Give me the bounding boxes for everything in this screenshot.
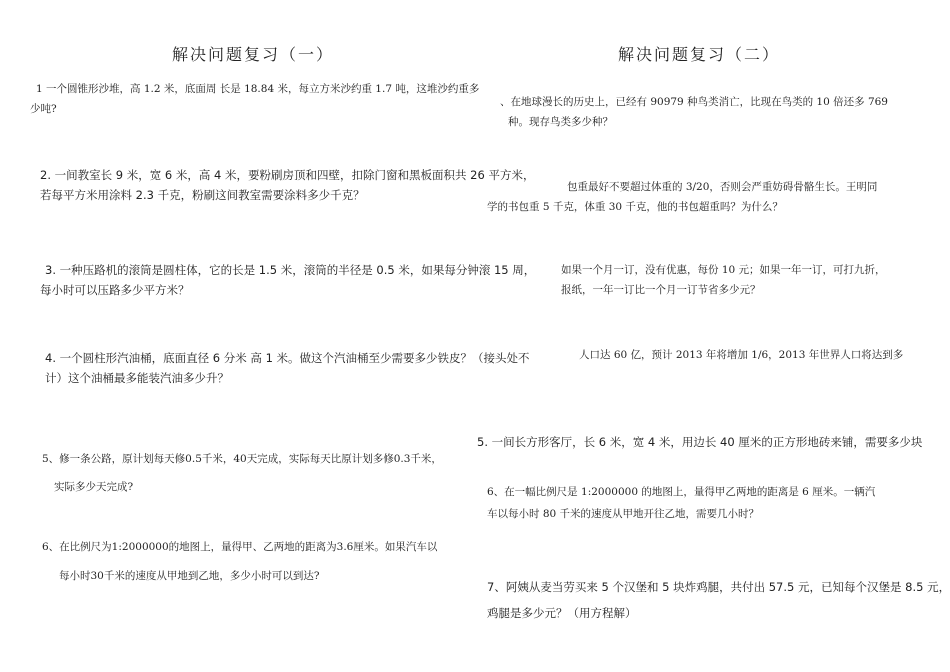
left-q3-line1: 3. 一种压路机的滚筒是圆柱体，它的长是 1.5 米，滚筒的半径是 0.5 米，如果每分钟滚 15 周， bbox=[45, 263, 536, 277]
left-q1-line2: 少吨? bbox=[30, 103, 57, 115]
right-question-6 bbox=[487, 481, 875, 525]
right-column bbox=[475, 0, 950, 672]
left-question-5 bbox=[42, 445, 442, 501]
right-q3-line2: 报纸，一年一订比一个月一订节省多少元？ bbox=[561, 284, 761, 296]
left-q1-line1: 1 一个圆锥形沙堆，高 1.2 米，底面周 长是 18.84 米，每立方米沙约重 1.7 吨，这堆沙约重多 bbox=[36, 83, 480, 95]
right-q6-line1: 6、在一幅比例尺是 1:2000000 的地图上，量得甲乙两地的距离是 6 厘米。一辆汽 bbox=[487, 486, 876, 498]
left-question-6 bbox=[42, 533, 437, 591]
right-q7-line1: 7、阿姨从麦当劳买来 5 个汉堡和 5 块炸鸡腿，共付出 57.5 元，已知每个汉堡是 8.5 元， bbox=[487, 580, 950, 594]
left-title: 解决问题复习（一） bbox=[172, 45, 335, 64]
right-q6-line2: 车以每小时 80 千米的速度从甲地开往乙地，需要几小时？ bbox=[487, 508, 760, 520]
left-q5-line2: 实际多少天完成? bbox=[54, 481, 134, 493]
left-q2-line2: 若每平方米用涂料 2.3 千克，粉刷这间教室需要涂料多少千克？ bbox=[40, 188, 365, 202]
right-q7-line2: 鸡腿是多少元？（用方程解） bbox=[487, 606, 637, 620]
right-q2-line2: 学的书包重 5 千克，体重 30 千克，他的书包超重吗？为什么？ bbox=[487, 201, 783, 213]
left-q3-line2: 每小时可以压路多少平方米？ bbox=[40, 283, 190, 297]
left-question-4 bbox=[45, 348, 530, 388]
left-q5-line1: 5、修一条公路，原计划每天修0.5千米，40天完成，实际每天比原计划多修0.3千米， bbox=[42, 453, 442, 465]
left-question-2 bbox=[40, 165, 534, 205]
right-question-2 bbox=[487, 177, 877, 217]
right-q1-line1: 、在地球漫长的历史上，已经有 90979 种鸟类消亡，比现在鸟类的 10 倍还多 769 bbox=[500, 96, 888, 108]
right-q1-line2: 种。现存鸟类多少种？ bbox=[508, 116, 613, 128]
left-q6-line1: 6、在比例尺为1:2000000的地图上，量得甲、乙两地的距离为3.6厘米。如果汽车以 bbox=[42, 541, 438, 553]
right-question-3 bbox=[561, 260, 886, 300]
right-question-4 bbox=[579, 345, 903, 365]
right-title: 解决问题复习（二） bbox=[618, 45, 781, 64]
left-q4-line1: 4. 一个圆柱形汽油桶，底面直径 6 分米 高 1 米。做这个汽油桶至少需要多少铁皮？（接头处不 bbox=[45, 351, 530, 365]
right-question-5 bbox=[477, 432, 922, 452]
right-question-7 bbox=[487, 574, 950, 626]
right-question-1 bbox=[500, 92, 888, 132]
left-question-3 bbox=[40, 260, 535, 300]
left-q4-line2: 计）这个油桶最多能装汽油多少升？ bbox=[45, 371, 229, 385]
left-q2-line1: 2. 一间教室长 9 米，宽 6 米，高 4 米，要粉刷房顶和四壁，扣除门窗和黑板面积共 26 平方米， bbox=[40, 168, 535, 182]
right-q3-line1: 如果一个月一订，没有优惠，每份 10 元；如果一年一订，可打九折， bbox=[561, 264, 886, 276]
left-question-1 bbox=[30, 79, 479, 119]
right-q4-line1: 人口达 60 亿，预计 2013 年将增加 1/6，2013 年世界人口将达到多 bbox=[579, 349, 904, 361]
left-q6-line2: 每小时30千米的速度从甲地到乙地，多少小时可以到达? bbox=[59, 570, 320, 582]
right-q2-line1: 包重最好不要超过体重的 3/20，否则会严重妨碍骨骼生长。王明同 bbox=[567, 181, 878, 193]
right-q5-line1: 5. 一间长方形客厅，长 6 米，宽 4 米，用边长 40 厘米的正方形地砖来铺，需要多少块 bbox=[477, 435, 923, 449]
